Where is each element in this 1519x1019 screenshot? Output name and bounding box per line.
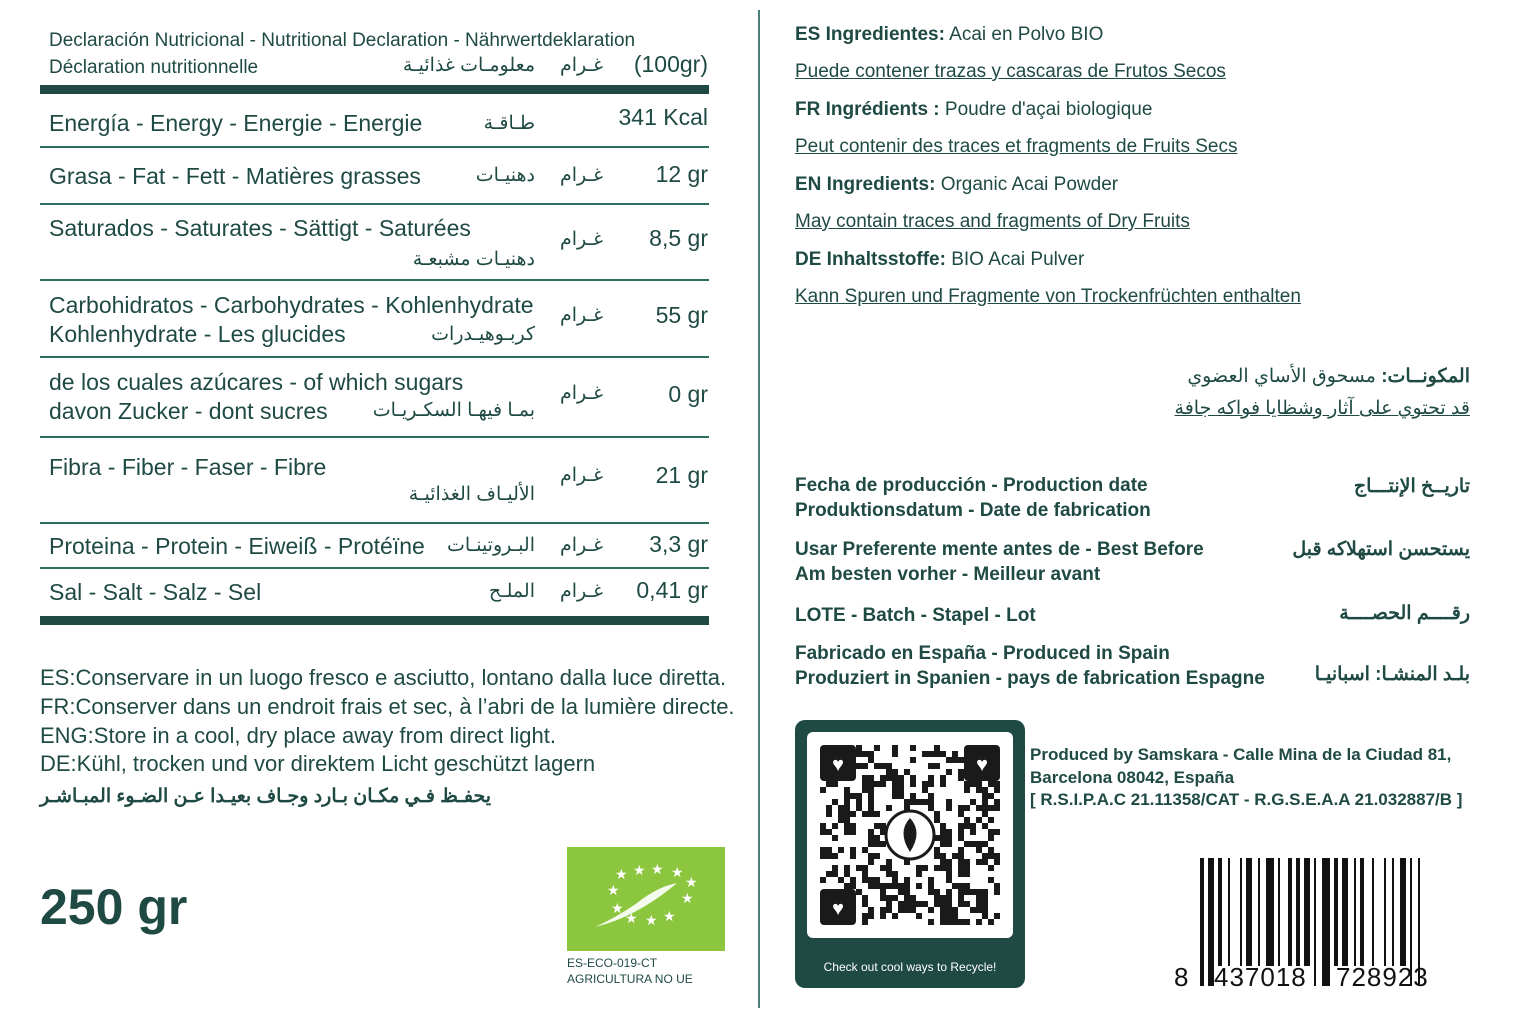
row-unit: غـرام: [560, 383, 604, 404]
row-ar: كربـوهيـدرات: [431, 324, 535, 345]
divider: [40, 567, 709, 569]
row-label: Carbohidratos - Carbohydrates - Kohlenhydrate: [49, 292, 534, 318]
eu-organic-leaf-icon: [567, 847, 725, 951]
barcode-digit: 8: [1174, 962, 1189, 992]
ingredient-text: Poudre d'açai biologique: [944, 99, 1153, 120]
storage-es: ES:Conservare in un luogo fresco e asciutto, lontano dalla luce diretta.: [40, 665, 727, 690]
svg-text:★: ★: [681, 891, 694, 907]
production-date-ar: تاريــخ الإنتـــاج: [1353, 476, 1470, 497]
info-line: Usar Preferente mente antes de - Best Before: [795, 539, 1204, 560]
row-value: 55 gr: [655, 302, 708, 328]
row-ar: الأليـاف الغذائيـة: [408, 484, 535, 505]
trace-warning-ar: قد تحتوي على آثار وشظايا فواكه جافة: [1174, 398, 1470, 419]
ingredient-en: [795, 174, 1118, 196]
row-label: Proteina - Protein - Eiweiß - Protéïne: [49, 533, 425, 559]
barcode: [1170, 850, 1460, 990]
per-100g: (100gr): [633, 51, 708, 77]
country-of-origin-ar: بلـد المنشـا: اسبانيـا: [1314, 664, 1470, 685]
row-value: 0,41 gr: [636, 577, 708, 603]
svg-text:♥: ♥: [976, 754, 988, 776]
storage-de: DE:Kühl, trocken und vor direktem Licht geschützt lagern: [40, 751, 596, 776]
row-label: Sal - Salt - Salz - Sel: [49, 579, 262, 605]
row-value: 21 gr: [655, 462, 708, 488]
row-ar: الملـح: [488, 581, 535, 602]
info-line: Fabricado en España - Produced in Spain: [795, 643, 1170, 664]
ingredient-lang: ES Ingredientes:: [795, 24, 945, 45]
row-value: 0 gr: [668, 381, 708, 407]
svg-text:★: ★: [651, 862, 664, 878]
divider: [40, 356, 709, 358]
divider: [40, 436, 709, 438]
row-ar: البـروتينـات: [446, 535, 535, 556]
recycle-qr-card[interactable]: [795, 720, 1025, 988]
ingredient-text: Organic Acai Powder: [940, 174, 1119, 195]
net-weight: 250 gr: [40, 879, 188, 935]
row-label-2: Kohlenhydrate - Les glucides: [49, 321, 346, 347]
row-label-2: davon Zucker - dont sucres: [49, 398, 328, 424]
batch-lot: [795, 603, 1036, 628]
row-label: Grasa - Fat - Fett - Matières grasses: [49, 163, 421, 189]
row-label: Saturados - Saturates - Sättigt - Saturées: [49, 215, 471, 241]
svg-text:★: ★: [611, 901, 624, 917]
ingredient-lang: EN Ingredients:: [795, 174, 936, 195]
svg-text:★: ★: [685, 875, 698, 891]
svg-text:★: ★: [671, 865, 684, 881]
nutrition-title-fr: Déclaration nutritionnelle: [49, 57, 259, 78]
ingredient-de: [795, 249, 1084, 271]
best-before-ar: يستحسن استهلاكه قبل: [1292, 539, 1470, 560]
trace-warning-es: Puede contener trazas y cascaras de Frutos Secos: [795, 61, 1226, 82]
qr-caption: Check out cool ways to Recycle!: [823, 960, 997, 974]
ingredient-es: [795, 24, 1103, 46]
row-value: 12 gr: [655, 161, 708, 187]
barcode-digits-right: 728923: [1336, 962, 1429, 992]
row-unit: غـرام: [560, 305, 604, 326]
ingredient-ar: [1187, 365, 1470, 388]
svg-text:★: ★: [645, 913, 658, 929]
nutrition-title-ar: معلومـات غذائيـة: [402, 55, 535, 76]
organic-code: ES-ECO-019-CT: [567, 956, 658, 970]
organic-origin: AGRICULTURA NO UE: [567, 972, 693, 986]
ingredient-fr: [795, 99, 1152, 121]
ingredient-text: Acai en Polvo BIO: [949, 24, 1104, 45]
divider: [40, 146, 709, 148]
svg-text:★: ★: [633, 863, 646, 879]
table-top-bar: [40, 85, 709, 94]
svg-text:♥: ♥: [832, 754, 844, 776]
row-ar: بمـا فيهـا السكـريـات: [372, 400, 535, 421]
row-unit: غـرام: [560, 465, 604, 486]
table-bottom-bar: [40, 616, 709, 625]
svg-text:★: ★: [625, 911, 638, 927]
row-ar: دهنيـات مشبعـة: [412, 249, 535, 270]
ingredient-lang: FR Ingrédients :: [795, 99, 940, 120]
row-value: 3,3 gr: [649, 531, 708, 557]
production-date: [795, 473, 1151, 523]
storage-en: ENG:Store in a cool, dry place away from direct light.: [40, 723, 556, 748]
row-label: de los cuales azúcares - of which sugars: [49, 369, 464, 395]
svg-text:♥: ♥: [832, 898, 844, 920]
best-before: [795, 537, 1204, 587]
producer-line2: Barcelona 08042, España: [1030, 768, 1235, 787]
svg-text:★: ★: [663, 909, 676, 925]
barcode-digits-left: 437018: [1214, 962, 1307, 992]
divider: [40, 203, 709, 205]
row-label: Energía - Energy - Energie - Energie: [49, 110, 423, 136]
info-line: Am besten vorher - Meilleur avant: [795, 564, 1101, 585]
country-of-origin: [795, 641, 1265, 691]
producer-line1: Produced by Samskara - Calle Mina de la Ciudad 81,: [1030, 745, 1452, 764]
ingredient-ar-text: مسحوق الأساي العضوي: [1187, 366, 1376, 387]
batch-lot-ar: رقــــم الحصــــة: [1339, 603, 1470, 624]
info-line: Produktionsdatum - Date de fabrication: [795, 500, 1151, 521]
header-unit-ar: غـرام: [560, 55, 604, 76]
nutrition-title: Declaración Nutricional - Nutritional Declaration - Nährwertdeklaration: [49, 30, 636, 51]
row-label: Fibra - Fiber - Faser - Fibre: [49, 454, 327, 480]
row-ar: طـاقـة: [483, 113, 535, 134]
row-unit: غـرام: [560, 229, 604, 250]
qr-code-icon[interactable]: [807, 732, 1013, 938]
trace-warning-de: Kann Spuren und Fragmente von Trockenfrüchten enthalten: [795, 286, 1301, 307]
divider: [40, 522, 709, 524]
storage-fr: FR:Conserver dans un endroit frais et sec, à l’abri de la lumière directe.: [40, 694, 735, 719]
row-unit: غـرام: [560, 165, 604, 186]
divider: [40, 279, 709, 281]
row-value: 8,5 gr: [649, 225, 708, 251]
storage-ar: يحفـظ فـي مكـان بـارد وجـاف بعيـدا عـن الضـوء المبـاشـر: [40, 786, 492, 807]
info-line: LOTE - Batch - Stapel - Lot: [795, 605, 1036, 626]
panel-divider: [758, 10, 760, 1008]
info-line: Fecha de producción - Production date: [795, 475, 1148, 496]
svg-text:★: ★: [607, 883, 620, 899]
svg-text:★: ★: [615, 867, 628, 883]
row-unit: غـرام: [560, 581, 604, 602]
info-line: Produziert in Spanien - pays de fabrication Espagne: [795, 668, 1265, 689]
registry-numbers: [ R.S.I.P.A.C 21.11358/CAT - R.G.S.E.A.A 21.032887/B ]: [1030, 790, 1463, 809]
trace-warning-fr: Peut contenir des traces et fragments de Fruits Secs: [795, 136, 1238, 157]
ingredient-text: BIO Acai Pulver: [951, 249, 1085, 270]
row-value: 341 Kcal: [618, 104, 708, 130]
row-unit: غـرام: [560, 535, 604, 556]
trace-warning-en: May contain traces and fragments of Dry Fruits: [795, 211, 1190, 232]
ingredient-ar-label: المكونــات:: [1381, 366, 1470, 387]
row-ar: دهنيـات: [475, 165, 535, 186]
ingredient-lang: DE Inhaltsstoffe:: [795, 249, 946, 270]
